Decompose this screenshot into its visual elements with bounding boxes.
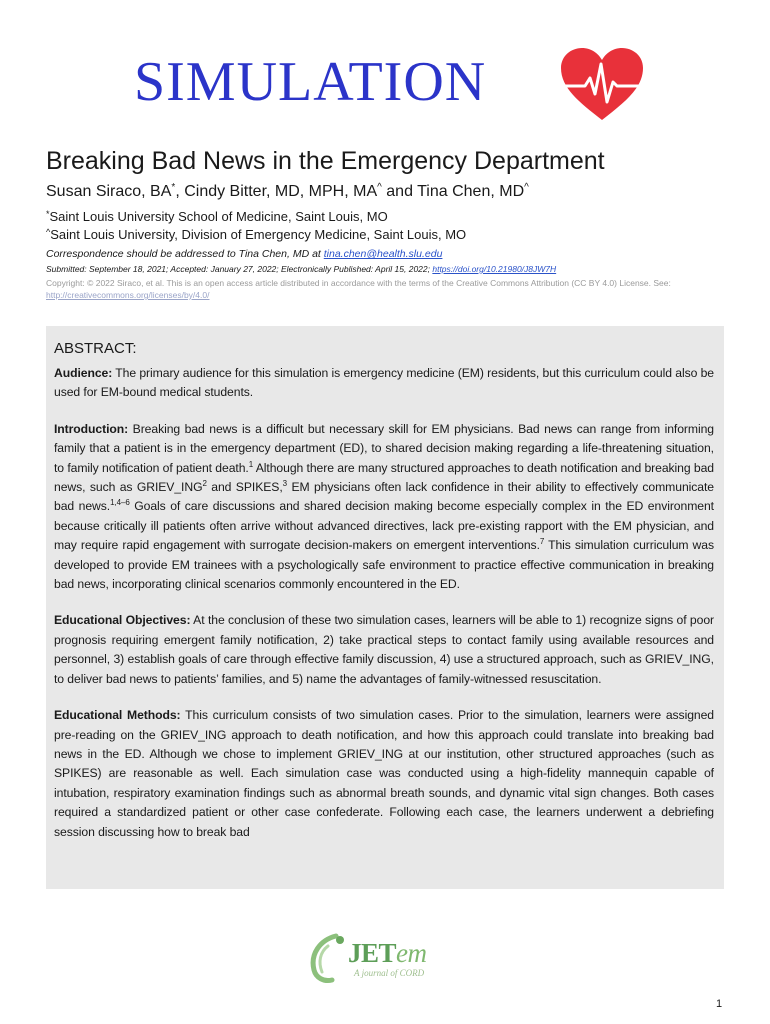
masthead [0, 44, 770, 124]
citation-mark: 1,4–6 [110, 498, 130, 508]
section-label: Educational Methods: [54, 708, 181, 723]
affiliation [46, 226, 726, 244]
copyright-text: Copyright: © 2022 Siraco, et al. This is an open access article distributed in accordance with the terms of the Creative Commons Attribution (CC BY 4.0) License. See: [46, 278, 671, 288]
masthead-title: SIMULATION [134, 51, 487, 113]
affiliation [46, 208, 726, 226]
abstract-methods [54, 706, 714, 842]
correspondence-line [46, 247, 726, 262]
article-header [46, 146, 726, 301]
abstract-audience [54, 364, 714, 403]
author-name: Tina Chen, MD [417, 183, 525, 200]
logo-wordmark [348, 938, 427, 969]
section-label: Educational Objectives: [54, 613, 191, 628]
affiliation-text: Saint Louis University School of Medicine, Saint Louis, MO [49, 209, 388, 224]
doi-link[interactable]: https://doi.org/10.21980/J8JW7H [432, 264, 557, 274]
section-text: Breaking bad news is a difficult but necessary skill for EM physicians. Bad news can range from informing family that a patient is in the emergency department (ED), to shared decision making regarding a life-threatening situation, to family notification of patient death. [54, 421, 714, 475]
section-label: Audience: [54, 366, 113, 380]
page-number: 1 [716, 998, 723, 1010]
citation-mark: 7 [539, 537, 545, 547]
author-separator: , [175, 183, 185, 200]
citation-mark: 3 [282, 479, 288, 489]
abstract-box [46, 326, 724, 889]
section-text: This simulation curriculum was developed to provide EM trainees with a psychologically safe environment to practice effective communication in breaking bad news, incorporating clinical scenarios commonly encountered in the ED. [54, 538, 714, 592]
section-text: This curriculum consists of two simulation cases. Prior to the simulation, learners were assigned pre-reading on the GRIEV_ING approach to death notification, and how this approach could translate into breaking bad news in the ED. Although we chose to implement GRIEV_ING at our institution, other structured approaches (such as SPIKES) are reasonable as well. Each simulation case was conducted using a high-fidelity mannequin capable of intubation, respiratory examination findings such as abnormal breath sounds, and dynamic vital sign changes. Both cases required a standardized patient or other case confederate. Following each case, the learners underwent a debriefing session discussing how to break bad [54, 708, 714, 839]
author-name: Susan Siraco, BA [46, 183, 172, 200]
section-label: Introduction: [54, 421, 129, 436]
section-text: Although there are many structured approaches to death notification and breaking bad news, such as GRIEV_ING [54, 460, 714, 495]
abstract-introduction [54, 420, 714, 595]
dates-text: Submitted: September 18, 2021; Accepted: January 27, 2022; Electronically Published: April 15, 2022; [46, 264, 433, 274]
publication-dates [46, 263, 726, 276]
affiliation-mark: * [46, 209, 50, 219]
logo-em: em [396, 938, 427, 968]
author-mark: ^ [524, 182, 529, 193]
author-mark: ^ [377, 182, 382, 193]
affiliation-text: Saint Louis University, Division of Emergency Medicine, Saint Louis, MO [50, 227, 467, 242]
citation-mark: 2 [202, 479, 207, 489]
affiliations [46, 208, 726, 244]
section-text: The primary audience for this simulation is emergency medicine (EM) residents, but this curriculum could also be used for EM-bound medical students. [54, 366, 714, 400]
jetem-swoosh-icon [306, 932, 354, 984]
section-text: Goals of care discussions and shared decision making become especially complex in the ED environment because critically ill patients often arrive without advanced directives, lack pre-existing rapport with the EM physician, and may require rapid engagement with surrogate decision-makers on emergent interventions. [54, 499, 714, 553]
author-list [46, 180, 726, 204]
logo-subtitle: A journal of CORD [354, 968, 425, 978]
jetem-logo [306, 930, 446, 986]
copyright-notice [46, 277, 726, 301]
section-text: and SPIKES, [206, 480, 283, 495]
logo-main: JET [348, 938, 397, 968]
abstract-objectives [54, 611, 714, 689]
author-name: Cindy Bitter, MD, MPH, MA [184, 183, 378, 200]
affiliation-mark: ^ [46, 227, 51, 237]
section-text: EM physicians often lack confidence in their ability to effectively communicate bad news. [54, 480, 714, 514]
author-mark: * [171, 182, 176, 193]
heart-ecg-icon [559, 46, 645, 122]
correspondence-text: Correspondence should be addressed to Tina Chen, MD at [46, 248, 324, 260]
abstract-heading: ABSTRACT: [54, 340, 137, 357]
correspondence-email-link[interactable]: tina.chen@health.slu.edu [323, 248, 443, 260]
author-separator: and [381, 183, 418, 200]
paper-title: Breaking Bad News in the Emergency Department [46, 147, 605, 175]
license-link[interactable]: http://creativecommons.org/licenses/by/4.0/ [46, 290, 210, 300]
citation-mark: 1 [248, 459, 254, 469]
section-text: At the conclusion of these two simulation cases, learners will be able to 1) recognize signs of poor prognosis requiring emergent family notification, 2) take practical steps to contact family using available resources and personnel, 3) establish goals of care through effective family discussion, 4) use a structured approach, such as GRIEV_ING, to deliver bad news to patients’ families, and 5) name the advantages of family-witnessed resuscitation. [54, 613, 715, 686]
